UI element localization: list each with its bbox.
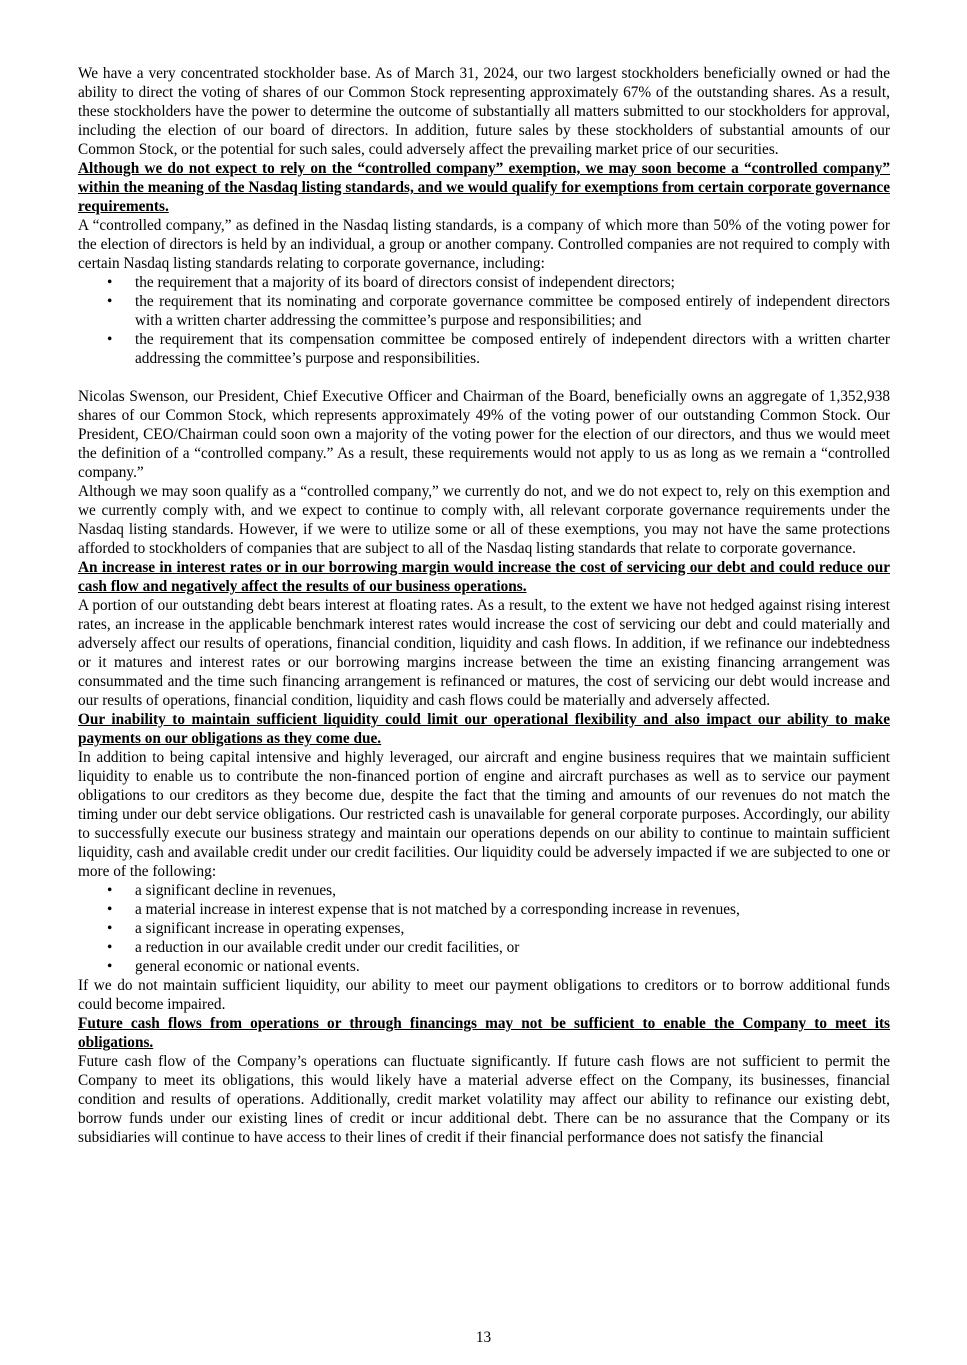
paragraph: In addition to being capital intensive and highly leveraged, our aircraft and engine business requires that we maintain sufficient liquidity to enable us to contribute the non-financed portion of engine and aircraft purchases as well as to service our payment obligations to our creditors as they become due, despite the fact that the timing and amounts of our revenues do not match the timing under our debt service obligations. Our restricted cash is unavailable for general corporate purposes. Accordingly, our ability to successfully execute our business strategy and maintain our operations depends on our ability to continue to maintain sufficient liquidity, cash and available credit under our credit facilities. Our liquidity could be adversely impacted if we are subjected to one or more of the following: bbox=[78, 749, 890, 880]
bullet-icon: • bbox=[107, 901, 113, 918]
document-body bbox=[78, 64, 890, 1147]
paragraph: A “controlled company,” as defined in the Nasdaq listing standards, is a company of which more than 50% of the voting power for the election of directors is held by an individual, a group or another company. Controlled companies are not required to comply with certain Nasdaq listing standards relating to corporate governance, including: bbox=[78, 217, 890, 272]
paragraph: Although we may soon qualify as a “controlled company,” we currently do not, and we do not expect to, rely on this exemption and we currently comply with, and we expect to continue to comply with, all relevant corporate governance requirements under the Nasdaq listing standards. However, if we were to utilize some or all of these exemptions, you may not have the same protections afforded to stockholders of companies that are subject to all of the Nasdaq listing standards that relate to corporate governance. bbox=[78, 483, 890, 557]
paragraph: Nicolas Swenson, our President, Chief Executive Officer and Chairman of the Board, beneficially owns an aggregate of 1,352,938 shares of our Common Stock, which represents approximately 49% of the voting power of our outstanding Common Stock. Our President, CEO/Chairman could soon own a majority of the voting power for the election of our directors, and thus we would meet the definition of a “controlled company.” As a result, these requirements would not apply to us as long as we remain a “controlled company.” bbox=[78, 388, 890, 481]
bullet-item-text: a significant decline in revenues, bbox=[135, 882, 336, 899]
paragraph: A portion of our outstanding debt bears interest at floating rates. As a result, to the extent we have not hedged against rising interest rates, an increase in the applicable benchmark interest rates would increase the cost of servicing our debt and could materially and adversely affect our results of operations, financial condition, liquidity and cash flows. In addition, if we refinance our indebtedness or it matures and interest rates or our borrowing margins increase between the time an existing financing arrangement was consummated and the time such financing arrangement is refinanced or matures, the cost of servicing our debt would increase and our results of operations, financial condition, liquidity and cash flows could be materially and adversely affected. bbox=[78, 597, 890, 709]
risk-factor-heading: Future cash flows from operations or through financings may not be sufficient to enable the Company to meet its obligations. bbox=[78, 1015, 890, 1051]
bullet-item bbox=[78, 938, 890, 957]
bullet-item bbox=[78, 273, 890, 292]
bullet-item bbox=[78, 292, 890, 330]
paragraph: If we do not maintain sufficient liquidity, our ability to meet our payment obligations to creditors or to borrow additional funds could become impaired. bbox=[78, 977, 890, 1013]
bullet-item-text: a material increase in interest expense that is not matched by a corresponding increase in revenues, bbox=[135, 901, 740, 918]
bullet-icon: • bbox=[107, 958, 113, 975]
bullet-icon: • bbox=[107, 293, 113, 310]
bullet-item-text: a significant increase in operating expenses, bbox=[135, 920, 405, 937]
bullet-item bbox=[78, 330, 890, 368]
bullet-item bbox=[78, 881, 890, 900]
bullet-list bbox=[78, 881, 890, 976]
risk-factor-heading: An increase in interest rates or in our borrowing margin would increase the cost of servicing our debt and could reduce our cash flow and negatively affect the results of our business operations. bbox=[78, 559, 890, 595]
bullet-item-text: the requirement that its compensation committee be composed entirely of independent directors with a written charter addressing the committee’s purpose and responsibilities. bbox=[135, 331, 890, 367]
paragraph: We have a very concentrated stockholder base. As of March 31, 2024, our two largest stockholders beneficially owned or had the ability to direct the voting of shares of our Common Stock representing approximately 67% of the outstanding shares. As a result, these stockholders have the power to determine the outcome of substantially all matters submitted to our stockholders for approval, including the election of our board of directors. In addition, future sales by these stockholders of substantial amounts of our Common Stock, or the potential for such sales, could adversely affect the prevailing market price of our securities. bbox=[78, 65, 890, 158]
bullet-list bbox=[78, 273, 890, 368]
bullet-item-text: a reduction in our available credit under our credit facilities, or bbox=[135, 939, 520, 956]
risk-factor-heading: Our inability to maintain sufficient liquidity could limit our operational flexibility and also impact our ability to make payments on our obligations as they come due. bbox=[78, 711, 890, 747]
bullet-item-text: the requirement that a majority of its board of directors consist of independent directors; bbox=[135, 274, 675, 291]
paragraph: Future cash flow of the Company’s operations can fluctuate significantly. If future cash flows are not sufficient to permit the Company to meet its obligations, this would likely have a material adverse effect on the Company, its businesses, financial condition and results of operations. Additionally, credit market volatility may affect our ability to refinance our existing debt, borrow funds under our existing lines of credit or incur additional debt. There can be no assurance that the Company or its subsidiaries will continue to have access to their lines of credit if their financial performance does not satisfy the financial bbox=[78, 1053, 890, 1146]
bullet-icon: • bbox=[107, 882, 113, 899]
bullet-item bbox=[78, 957, 890, 976]
bullet-item-text: the requirement that its nominating and corporate governance committee be composed entirely of independent directors with a written charter addressing the committee’s purpose and responsibilities; and bbox=[135, 293, 890, 329]
bullet-item bbox=[78, 900, 890, 919]
page-number: 13 bbox=[475, 1329, 492, 1346]
bullet-icon: • bbox=[107, 274, 113, 291]
bullet-icon: • bbox=[107, 331, 113, 348]
bullet-icon: • bbox=[107, 920, 113, 937]
bullet-item bbox=[78, 919, 890, 938]
page-footer bbox=[0, 1328, 967, 1347]
bullet-icon: • bbox=[107, 939, 113, 956]
risk-factor-heading: Although we do not expect to rely on the “controlled company” exemption, we may soon become a “controlled company” within the meaning of the Nasdaq listing standards, and we would qualify for exemptions from certain corporate governance requirements. bbox=[78, 160, 890, 215]
bullet-item-text: general economic or national events. bbox=[135, 958, 360, 975]
